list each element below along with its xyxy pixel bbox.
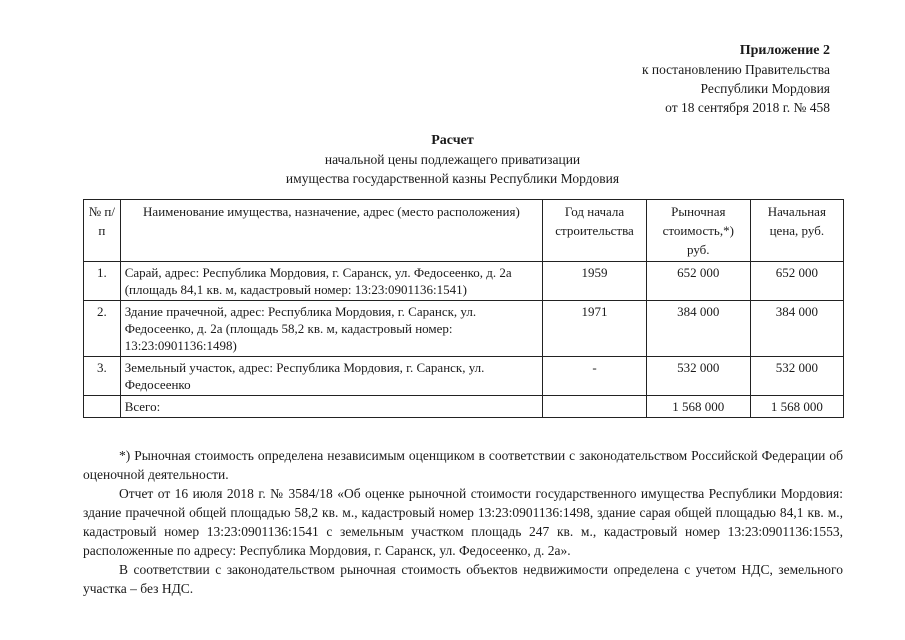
total-market: 1 568 000 (646, 396, 750, 418)
header-num: № п/п (84, 200, 121, 262)
row-initial: 652 000 (750, 262, 843, 301)
appendix-line-3: от 18 сентября 2018 г. № 458 (665, 100, 830, 115)
document-title: Расчет (431, 133, 474, 148)
appendix-title: Приложение 2 (739, 43, 830, 58)
table-row (84, 301, 844, 357)
row-num: 1. (84, 262, 121, 301)
document-subtitle-1: начальной цены подлежащего приватизации (324, 152, 581, 167)
row-year: - (543, 357, 647, 396)
document-subtitle-2: имущества государственной казны Республики Мордовия (285, 171, 620, 186)
notes-block (83, 446, 843, 598)
appendix-line-1: к постановлению Правительства (641, 62, 830, 77)
note-paragraph-3: В соответствии с законодательством рыночная стоимость объектов недвижимости определена с учетом НДС, земельного участка – без НДС. (83, 562, 843, 596)
total-year-cell (543, 396, 647, 418)
table-header-row (84, 200, 844, 262)
row-market: 652 000 (646, 262, 750, 301)
appendix-block (510, 41, 830, 117)
row-year: 1971 (543, 301, 647, 357)
note-paragraph-2: Отчет от 16 июля 2018 г. № 3584/18 «Об оценке рыночной стоимости государственного имущества Республики Мордовия: здание прачечной общей площадью 58,2 кв. м., кадастровый номер 13:23:0901136:1498, здание сарая общей площадью 84,1 кв. м., кадастровый номер 13:23:0901136:1541 с земельным участком площадь 247 кв. м., кадастровый номер 13:23:0901136:1553, расположенные по адресу: Республика Мордовия, г. Саранск, ул. Федосеенко, д. 2а». (83, 486, 843, 558)
document-heading (0, 131, 905, 188)
header-initial: Начальная цена, руб. (750, 200, 843, 262)
appendix-line-2: Республики Мордовия (700, 81, 830, 96)
total-initial: 1 568 000 (750, 396, 843, 418)
table-row (84, 262, 844, 301)
total-label: Всего: (120, 396, 542, 418)
header-year: Год начала строительства (543, 200, 647, 262)
row-num: 3. (84, 357, 121, 396)
note-paragraph-1: *) Рыночная стоимость определена независимым оценщиком в соответствии с законодательством Российской Федерации об оценочной деятельности. (83, 448, 843, 482)
row-market: 384 000 (646, 301, 750, 357)
pricing-table (83, 199, 844, 418)
total-num-cell (84, 396, 121, 418)
row-name: Земельный участок, адрес: Республика Мордовия, г. Саранск, ул. Федосеенко (120, 357, 542, 396)
row-year: 1959 (543, 262, 647, 301)
table-row (84, 357, 844, 396)
row-market: 532 000 (646, 357, 750, 396)
table-total-row (84, 396, 844, 418)
row-initial: 532 000 (750, 357, 843, 396)
header-name: Наименование имущества, назначение, адрес (место расположения) (120, 200, 542, 262)
row-num: 2. (84, 301, 121, 357)
row-initial: 384 000 (750, 301, 843, 357)
header-market: Рыночная стоимость,*) руб. (646, 200, 750, 262)
row-name: Сарай, адрес: Республика Мордовия, г. Саранск, ул. Федосеенко, д. 2а (площадь 84,1 кв. м, кадастровый номер: 13:23:0901136:1541) (120, 262, 542, 301)
row-name: Здание прачечной, адрес: Республика Мордовия, г. Саранск, ул. Федосеенко, д. 2а (площадь 58,2 кв. м, кадастровый номер: 13:23:0901136:1498) (120, 301, 542, 357)
